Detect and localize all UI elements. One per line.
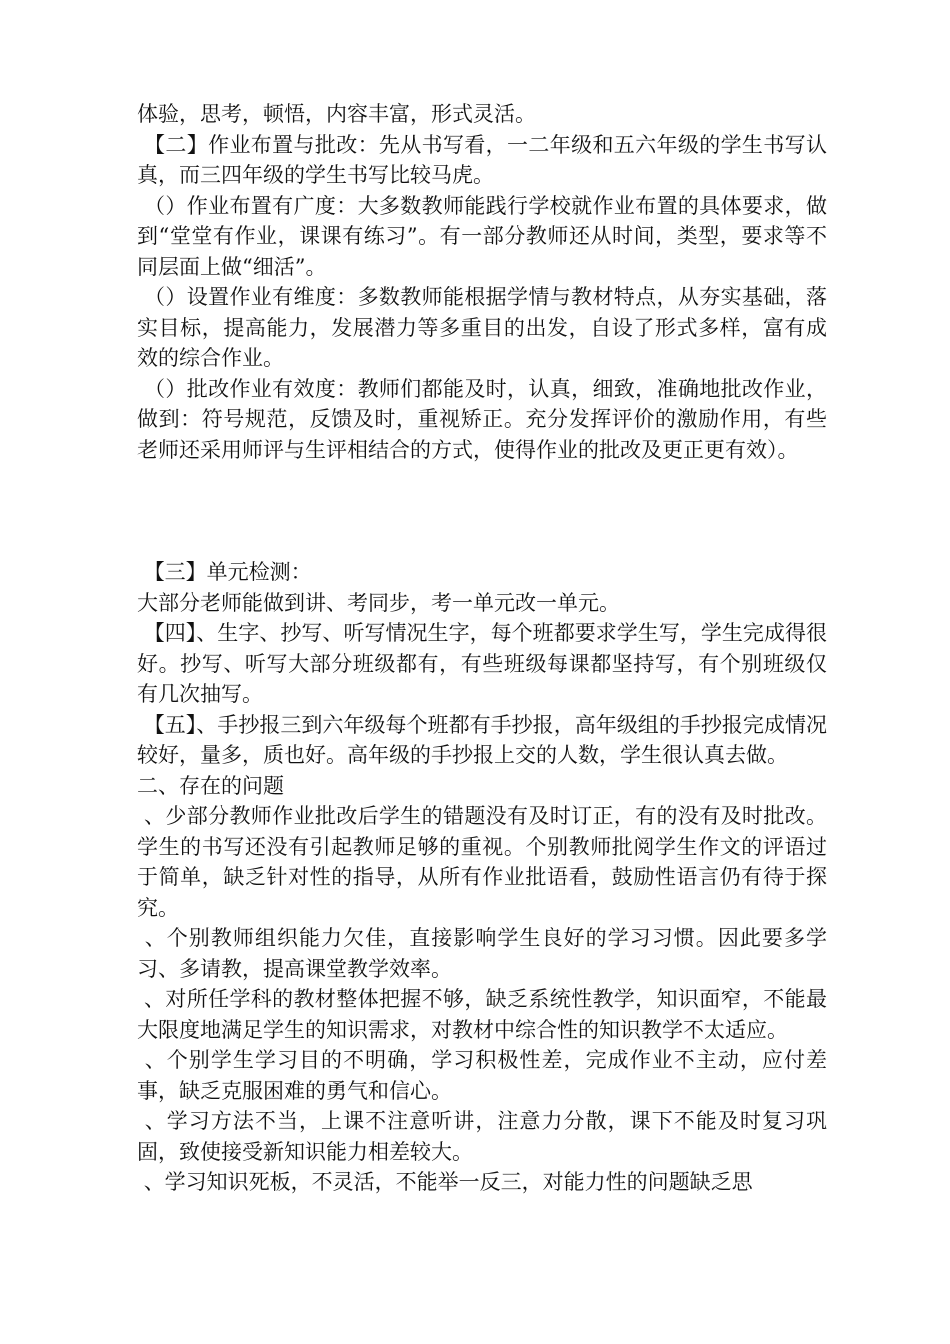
paragraph-unit-test-heading: 【三】单元检测： (137, 560, 312, 584)
paragraph-problem-2: 、个别教师组织能力欠佳，直接影响学生良好的学习习惯。因此要多学习、多请教，提高课堂教学效率。 (137, 926, 827, 981)
paragraph-characters-dictation: 【四】、生字、抄写、听写情况生字，每个班都要求学生写，学生完成得很好。抄写、听写大部分班级都有，有些班级每课都坚持写，有个别班级仅有几次抽写。 (137, 621, 827, 706)
paragraph-continuation: 体验，思考，顿悟，内容丰富，形式灵活。 (137, 102, 536, 126)
paragraph-handwritten-newspaper: 【五】、手抄报三到六年级每个班都有手抄报，高年级组的手抄报完成情况较好，量多，质也好。高年级的手抄报上交的人数，学生很认真去做。 (137, 712, 827, 767)
document-body (137, 99, 827, 1198)
paragraph-homework-section: 【二】作业布置与批改：先从书写看，一二年级和五六年级的学生书写认真，而三四年级的学生书写比较马虎。 (137, 132, 827, 187)
section-heading-problems: 二、存在的问题 (137, 773, 284, 798)
paragraph-unit-test: 大部分老师能做到讲、考同步，考一单元改一单元。 (137, 590, 620, 615)
paragraph-problem-5: 、学习方法不当，上课不注意听讲，注意力分散，课下不能及时复习巩固，致使接受新知识能力相差较大。 (137, 1109, 827, 1164)
paragraph-problem-6: 、学习知识死板，不灵活，不能举一反三，对能力性的问题缺乏思 (137, 1170, 753, 1194)
paragraph-problem-1: 、少部分教师作业批改后学生的错题没有及时订正，有的没有及时批改。学生的书写还没有引起教师足够的重视。个别教师批阅学生作文的评语过于简单，缺乏针对性的指导，从所有作业批语看，鼓励性语言仍有待于探究。 (137, 804, 827, 920)
paragraph-problem-3: 、对所任学科的教材整体把握不够，缺乏系统性教学，知识面窄，不能最大限度地满足学生的知识需求，对教材中综合性的知识教学不太适应。 (137, 987, 827, 1042)
paragraph-homework-breadth: （）作业布置有广度：大多数教师能践行学校就作业布置的具体要求，做到“堂堂有作业，课课有练习”。有一部分教师还从时间，类型，要求等不同层面上做“细活”。 (137, 193, 827, 279)
blank-space (137, 465, 827, 557)
paragraph-homework-dimension: （）设置作业有维度：多数教师能根据学情与教材特点，从夯实基础，落实目标，提高能力，发展潜力等多重目的出发，自设了形式多样，富有成效的综合作业。 (137, 285, 827, 370)
paragraph-problem-4: 、个别学生学习目的不明确，学习积极性差，完成作业不主动，应付差事，缺乏克服困难的勇气和信心。 (137, 1048, 827, 1103)
paragraph-homework-grading: （）批改作业有效度：教师们都能及时，认真，细致，准确地批改作业，做到：符号规范，反馈及时，重视矫正。充分发挥评价的激励作用，有些老师还采用师评与生评相结合的方式，使得作业的批改及更正更有效）。 (137, 376, 827, 462)
